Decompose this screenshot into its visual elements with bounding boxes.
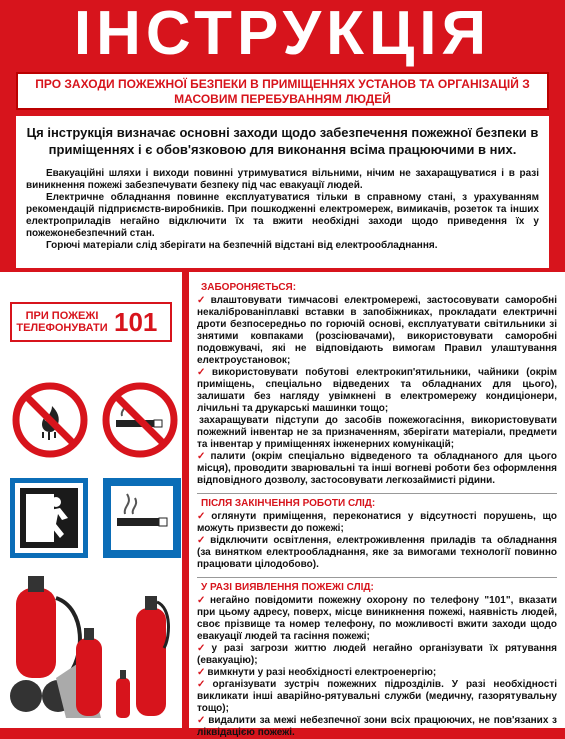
check-icon: ✓ (197, 511, 210, 522)
fire-phone-number: 101 (114, 306, 158, 337)
fire-phone-box (10, 302, 172, 342)
no-open-flame-icon (12, 382, 88, 458)
check-icon: ✓ (197, 367, 210, 378)
intro-paragraph-3: Горючі матеріали слід зберігати на безпечній відстані від електрообладнання. (46, 240, 438, 251)
on-fire-item: ✓ вимкнути у разі необхідності електроенергію; (197, 667, 437, 678)
forbidden-item: ✓ палити (окрім спеціально відведеного та обладнаного для цього місця), проводити зварювальні та інші вогневі роботи без оформлення відповідного дозволу, застосовувати легкозаймисті рідини. (197, 451, 557, 486)
intro-paragraph-2: Електричне обладнання повинне експлуатуватися тільки в справному стані, з урахуванням рекомендацій підприємств-виробників. При пошкодженні електромереж, вимикачів, розеток та інших електроприладів негайно відключити їх та вжити необхідні заходи щодо приведення їх у пожежонебезпечний стан. (26, 192, 539, 239)
check-icon: ✓ (197, 667, 206, 678)
signs-panel (0, 272, 182, 728)
after-work-item: ✓ оглянути приміщення, переконатися у відсутності порушень, що можуть призвести до пожежі; (197, 511, 557, 534)
forbidden-item: захаращувати підступи до засобів пожежогасіння, використовувати пожежний інвентар не за призначенням, зберігати матеріали, предмети та інвентар у приміщеннях інженерних комунікацій; (197, 415, 557, 450)
check-icon: ✓ (197, 679, 211, 690)
divider (197, 493, 557, 494)
on-fire-item: ✓ у разі загрози життю людей негайно організувати їх рятування (евакуацію); (197, 643, 557, 666)
check-icon: ✓ (197, 595, 208, 606)
check-icon: ✓ (197, 643, 210, 654)
on-fire-title: У РАЗІ ВИЯВЛЕННЯ ПОЖЕЖІ СЛІД: (201, 582, 374, 593)
intro-panel (16, 116, 549, 268)
intro-lead: Ця інструкція визначає основні заходи щодо забезпечення пожежної безпеки в приміщеннях і є обов'язковою для виконання всіма працюючими в них. (26, 125, 539, 157)
check-icon: ✓ (197, 451, 209, 462)
rules-panel (189, 272, 565, 738)
fire-extinguisher-icon (6, 568, 176, 724)
exit-sign-icon (10, 478, 88, 558)
check-icon: ✓ (197, 535, 209, 546)
on-fire-item: ✓ видалити за межі небезпечної зони всіх працюючих, не пов'язаних з ліквідацією пожежі. (197, 715, 558, 738)
divider (197, 577, 557, 578)
forbidden-title: ЗАБОРОНЯЄТЬСЯ: (201, 282, 297, 293)
check-icon: ✓ (197, 715, 207, 726)
intro-paragraph-1: Евакуаційні шляхи і виходи повинні утримуватися вільними, нічим не захаращуватися і в разі виникнення пожежі забезпечувати безпеку під час евакуації людей. (26, 168, 539, 191)
subtitle-banner: ПРО ЗАХОДИ ПОЖЕЖНОЇ БЕЗПЕКИ В ПРИМІЩЕННЯХ УСТАНОВ ТА ОРГАНІЗАЦІЙ З МАСОВИМ ПЕРЕБУВАННЯМ ЛЮДЕЙ (16, 72, 549, 110)
forbidden-item: ✓ використовувати побутові електрокип'ятильники, чайники (окрім приміщень, спеціально відведених та обладнаних для цього), залишати без нагляду увімкнені в електромережу кондиціонери, лічильні та друкарські машинки тощо; (197, 367, 557, 414)
after-work-title: ПІСЛЯ ЗАКІНЧЕННЯ РОБОТИ СЛІД: (201, 498, 376, 509)
forbidden-item: ✓ влаштовувати тимчасові електромережі, застосовувати саморобні некаліброваніплавкі вставки в запобіжниках, прокладати електричні дроти безпосередньо по горючій основі, експлуатувати світильники зі знятими ковпаками (розсіювачами), використовувати саморобні подовжувачі, які не відповідають вимогам Правил улаштування електроустановок; (197, 295, 557, 366)
on-fire-item: ✓ організувати зустріч пожежних підрозділів. У разі необхідності викликати інші аварійно-рятувальні служби (медичну, газорятувальну тощо); (197, 679, 557, 714)
on-fire-item: ✓ негайно повідомити пожежну охорону по телефону "101", вказати при цьому адресу, поверх, місце виникнення пожежі, наявність людей, своє прізвище та номер телефону, по можливості вжити заходи щодо евакуації людей та гасіння пожежі; (197, 595, 557, 642)
after-work-item: ✓ відключити освітлення, електроживлення приладів та обладнання (за винятком електрообладнання, яке за вимогами технології повинно працювати цілодобово). (197, 535, 557, 570)
check-icon: ✓ (197, 295, 209, 306)
page-title: ІНСТРУКЦІЯ (73, 0, 492, 68)
no-smoking-icon (102, 382, 178, 458)
smoking-area-icon (103, 478, 181, 558)
fire-phone-text: ПРИ ПОЖЕЖІ ТЕЛЕФОНУВАТИ (16, 310, 108, 334)
